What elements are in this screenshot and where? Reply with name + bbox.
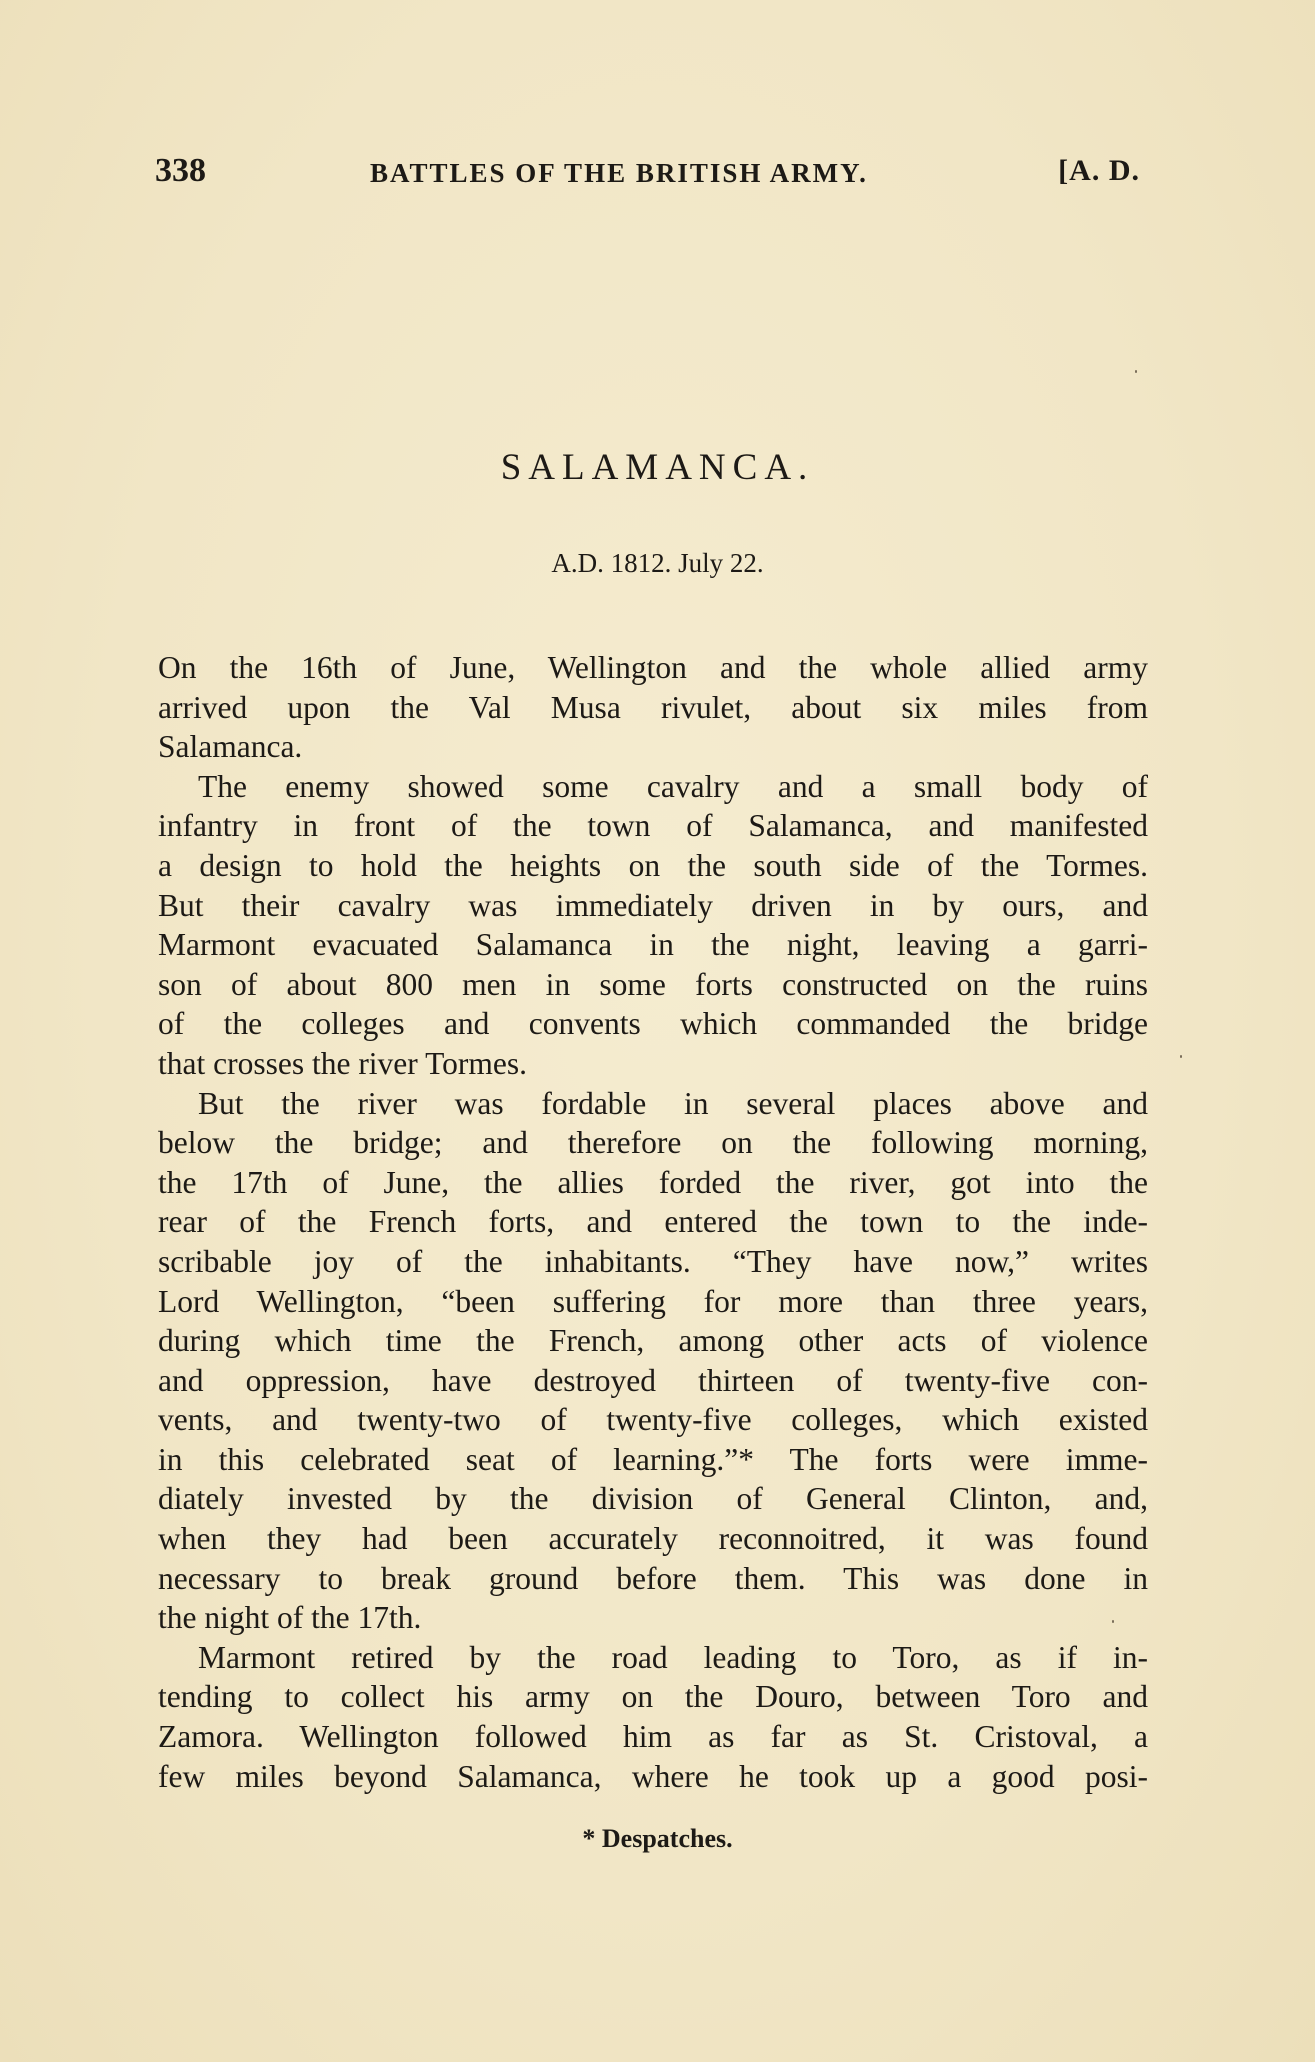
- text-line: Salamanca.: [158, 729, 303, 765]
- text-line: when they had been accurately reconnoitred, it was found: [158, 1521, 1148, 1557]
- chapter-title: SALAMANCA.: [500, 447, 815, 488]
- text-line: Marmont retired by the road leading to Toro, as if in-: [198, 1639, 1148, 1675]
- text-line: Lord Wellington, “been suffering for more than three years,: [158, 1283, 1148, 1319]
- paper-speck: [1180, 1055, 1182, 1058]
- text-line: the night of the 17th.: [158, 1600, 422, 1636]
- text-line: of the colleges and convents which commanded the bridge: [158, 1006, 1148, 1042]
- text-line: tending to collect his army on the Douro, between Toro and: [158, 1679, 1148, 1715]
- chapter-date: A.D. 1812. July 22.: [551, 548, 764, 578]
- text-line: The enemy showed some cavalry and a small body of: [198, 768, 1148, 804]
- footnote: * Despatches.: [582, 1824, 733, 1853]
- text-line: and oppression, have destroyed thirteen of twenty-five con-: [158, 1362, 1148, 1398]
- text-line: On the 16th of June, Wellington and the whole allied army: [158, 650, 1148, 685]
- text-line: Marmont evacuated Salamanca in the night, leaving a garri-: [158, 927, 1148, 963]
- body-text: [158, 648, 1148, 1796]
- page-number: 338: [155, 152, 206, 189]
- running-date: [A. D.: [1058, 154, 1140, 187]
- text-line: Zamora. Wellington followed him as far as St. Cristoval, a: [158, 1719, 1148, 1755]
- text-line: son of about 800 men in some forts constructed on the ruins: [158, 966, 1148, 1002]
- text-line: infantry in front of the town of Salamanca, and manifested: [158, 808, 1148, 844]
- paper-speck: [1112, 1620, 1114, 1623]
- text-line: vents, and twenty-two of twenty-five colleges, which existed: [158, 1402, 1148, 1438]
- text-line: rear of the French forts, and entered the town to the inde-: [158, 1204, 1148, 1240]
- text-line: in this celebrated seat of learning.”* The forts were imme-: [158, 1441, 1148, 1477]
- text-line: during which time the French, among other acts of violence: [158, 1323, 1148, 1359]
- text-line: arrived upon the Val Musa rivulet, about six miles from: [158, 689, 1148, 725]
- text-line: scribable joy of the inhabitants. “They have now,” writes: [158, 1243, 1148, 1279]
- text-line: that crosses the river Tormes.: [158, 1045, 527, 1081]
- running-title: BATTLES OF THE BRITISH ARMY.: [370, 158, 868, 188]
- text-line: necessary to break ground before them. This was done in: [158, 1560, 1148, 1596]
- text-line: below the bridge; and therefore on the following morning,: [158, 1125, 1148, 1161]
- text-line: But the river was fordable in several places above and: [198, 1085, 1148, 1121]
- paper-speck: [1135, 370, 1137, 373]
- running-head: [155, 152, 1140, 192]
- text-line: the 17th of June, the allies forded the river, got into the: [158, 1164, 1148, 1200]
- text-line: But their cavalry was immediately driven in by ours, and: [158, 887, 1148, 923]
- text-line: a design to hold the heights on the south side of the Tormes.: [158, 847, 1148, 883]
- text-line: few miles beyond Salamanca, where he took up a good posi-: [158, 1758, 1148, 1794]
- text-line: diately invested by the division of General Clinton, and,: [158, 1481, 1148, 1517]
